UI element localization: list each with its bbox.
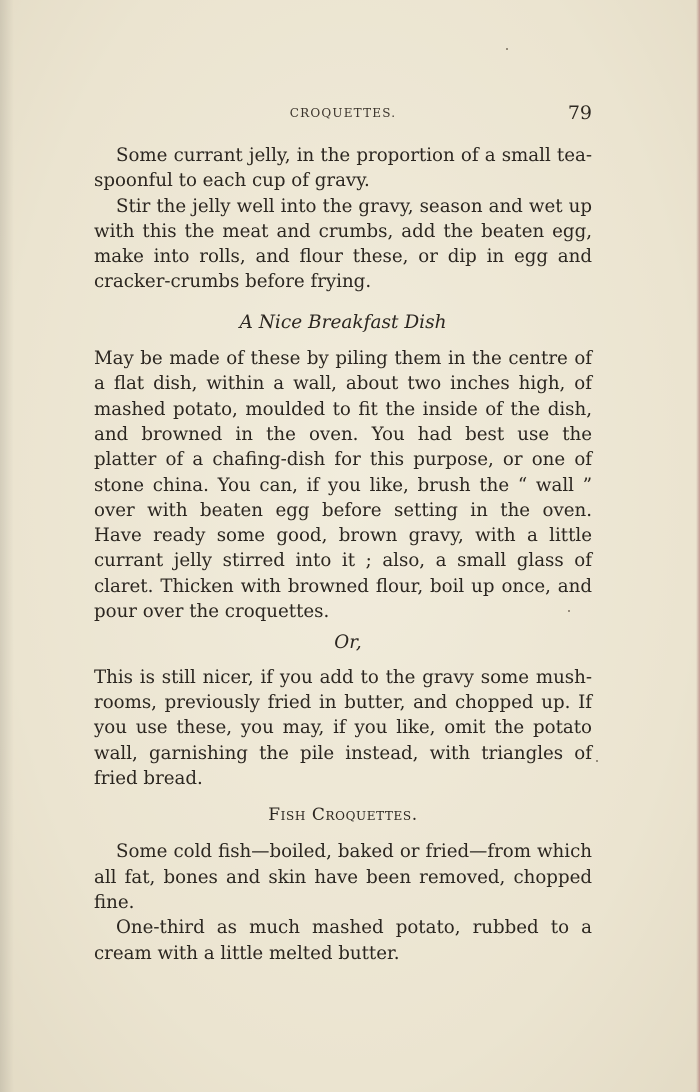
paper-speck <box>596 760 598 762</box>
running-head: CROQUETTES. <box>289 106 397 120</box>
paragraph-currant-jelly: Some currant jelly, in the proportion of a small tea-spoonful to each cup of gravy. <box>94 145 592 192</box>
paragraph-cold-fish: Some cold fish—boiled, baked or fried—from which all fat, bones and skin have been removed, chopped fine. <box>94 841 592 914</box>
page-number: 79 <box>567 102 592 124</box>
page-body <box>94 143 592 966</box>
paper-speck <box>506 48 508 50</box>
paragraph-stir-jelly: Stir the jelly well into the gravy, season and wet up with this the meat and crumbs, add the beaten egg, make into rolls, and flour these, or dip in egg and cracker-crumbs before frying. <box>94 195 592 293</box>
paragraph-mushrooms: This is still nicer, if you add to the gravy some mush-rooms, previously fried in butter, and chopped up. If you use these, you may, if you like, omit the potato wall, garnishing the pile instead, with triangles of fried bread. <box>94 666 592 789</box>
section-heading-or: Or, <box>334 632 362 654</box>
section-heading-fish-croquettes: Fish Croquettes. <box>268 805 418 826</box>
paper-speck <box>568 610 570 612</box>
paragraph-mashed-potato: One-third as much mashed potato, rubbed to a cream with a little melted butter. <box>94 917 592 964</box>
page-header <box>94 100 592 130</box>
paragraph-breakfast-dish: May be made of these by piling them in the centre of a flat dish, within a wall, about two inches high, of mashed potato, moulded to fit the inside of the dish, and browned in the oven. You had best use the platter of a chafing-dish for this purpose, or one of stone china. You can, if you like, brush the “ wall ” over with beaten egg before setting in the oven. Have ready some good, brown gravy, with a little currant jelly stirred into it ; also, a small glass of claret. Thicken with browned flour, boil up once, and pour over the croquettes. <box>94 348 592 623</box>
section-heading-breakfast-dish: A Nice Breakfast Dish <box>239 311 447 333</box>
